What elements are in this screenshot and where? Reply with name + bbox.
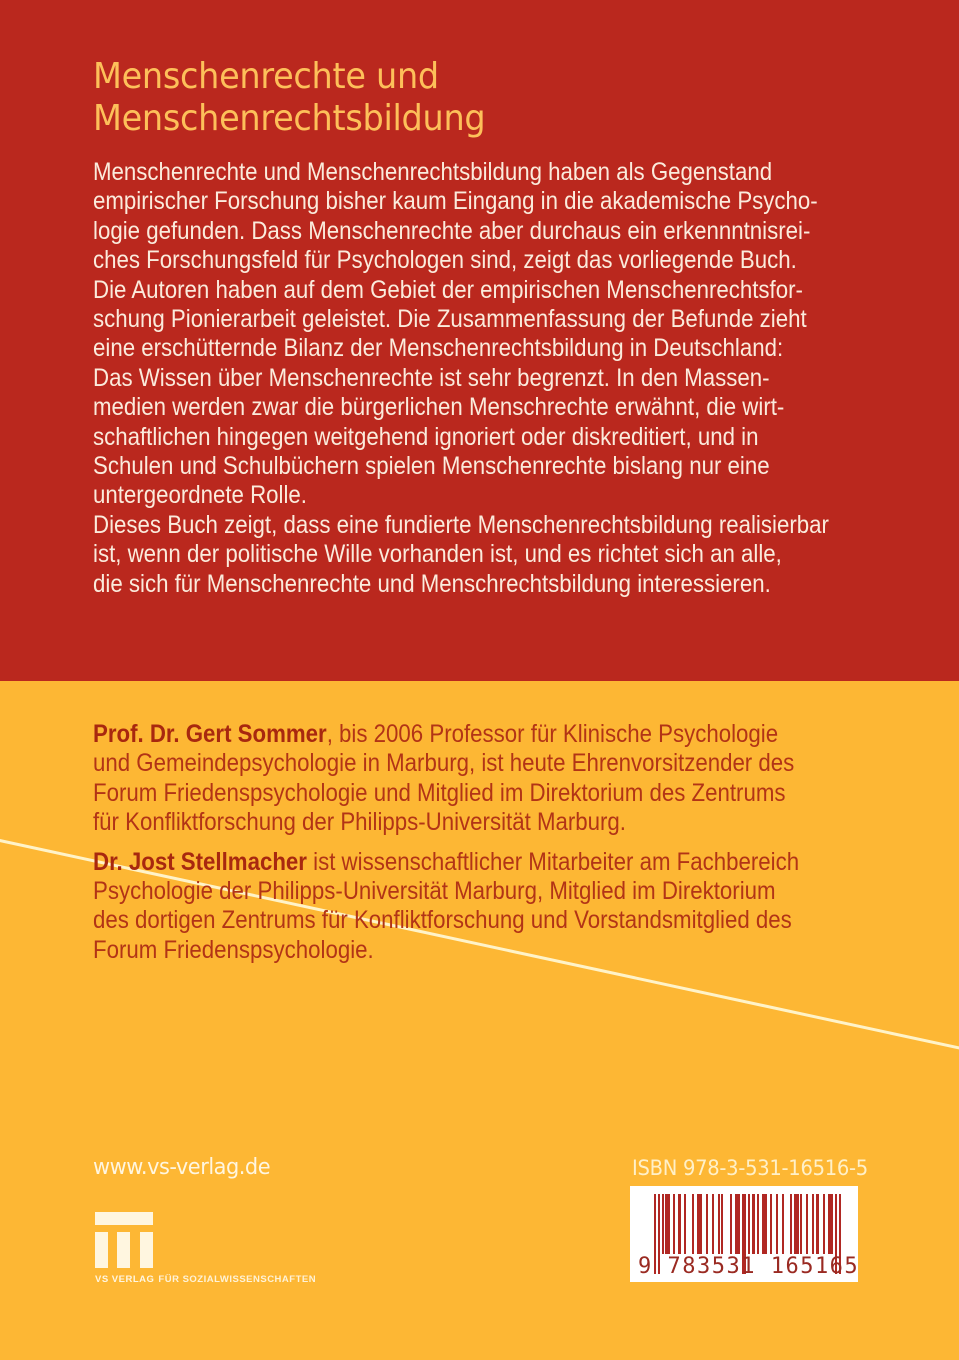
blurb-line: logie gefunden. Dass Menschenrechte aber durchaus ein erkennntnisrei- (93, 216, 811, 245)
barcode-bar (757, 1194, 759, 1254)
author-bio-line: für Konfliktforschung der Philipps-Universität Marburg. (93, 808, 626, 837)
barcode-bar (712, 1194, 714, 1254)
barcode-bar (762, 1194, 767, 1254)
logo-vertical-bar (140, 1232, 153, 1268)
isbn-barcode (630, 1186, 858, 1282)
blurb-line: schung Pionierarbeit geleistet. Die Zusammenfassung der Befunde zieht (93, 305, 807, 334)
author-bios (93, 720, 858, 975)
blurb-line: empirischer Forschung bisher kaum Eingang in die akademische Psycho- (93, 187, 818, 216)
barcode-bar (662, 1194, 664, 1254)
blurb-line: medien werden zwar die bürgerlichen Menschrechte erwähnt, die wirt- (93, 393, 785, 422)
author-bio-line: und Gemeindepsychologie in Marburg, ist heute Ehrenvorsitzender des (93, 749, 795, 778)
barcode-bar (735, 1194, 740, 1254)
title-line-1: Menschenrechte und (93, 56, 439, 97)
blurb-line: Dieses Buch zeigt, dass eine fundierte Menschenrechtsbildung realisierbar (93, 510, 829, 539)
logo-caption (95, 1274, 316, 1285)
isbn-label: ISBN 978-3-531-16516-5 (632, 1156, 868, 1180)
blurb-line: ches Forschungsfeld für Psychologen sind, zeigt das vorliegende Buch. (93, 246, 797, 275)
blurb-line: untergeordnete Rolle. (93, 481, 308, 510)
author-bio-text: ist wissenschaftlicher Mitarbeiter am Fachbereich (306, 847, 800, 876)
barcode-bar (770, 1194, 772, 1254)
barcode-bar (823, 1194, 825, 1254)
barcode-bar (692, 1194, 694, 1254)
barcode-bar (812, 1194, 814, 1254)
vs-verlag-logo-icon (95, 1212, 335, 1287)
barcode-bar (782, 1194, 784, 1254)
barcode-bar (665, 1194, 670, 1254)
barcode-bar (730, 1194, 732, 1254)
blurb-line: Die Autoren haben auf dem Gebiet der empirischen Menschenrechtsfor- (93, 275, 803, 304)
author-bio-line: des dortigen Zentrums für Konfliktforschung und Vorstandsmitglied des (93, 906, 792, 935)
barcode-bar (806, 1194, 808, 1254)
barcode-bar (697, 1194, 702, 1254)
blurb-line: Menschenrechte und Menschenrechtsbildung haben als Gegenstand (93, 158, 773, 186)
barcode-digits: 9 783531 165165 (638, 1254, 860, 1279)
author-bio-line: Psychologie der Philipps-Universität Marburg, Mitglied im Direktorium (93, 877, 776, 906)
barcode-bar (752, 1194, 755, 1254)
barcode-bar (776, 1194, 778, 1254)
publisher-url[interactable]: www.vs-verlag.de (93, 1155, 271, 1180)
author-bio-stellmacher (93, 848, 858, 966)
blurb-line: eine erschütternde Bilanz der Menschenrechtsbildung in Deutschland: (93, 334, 784, 363)
blurb-line: die sich für Menschenrechte und Menschrechtsbildung interessieren. (93, 569, 771, 598)
title-line-2: Menschenrechtsbildung (93, 98, 486, 139)
blurb-line: ist, wenn der politische Wille vorhanden ist, und es richtet sich an alle, (93, 540, 782, 569)
author-bio-text: , bis 2006 Professor für Klinische Psychologie (326, 720, 779, 748)
author-bio-first-line (93, 720, 858, 749)
logo-vertical-bar (95, 1232, 108, 1268)
barcode-bar (828, 1194, 833, 1254)
logo-caption-brand: VS VERLAG (95, 1274, 155, 1285)
book-blurb (93, 158, 858, 599)
blurb-line: schaftlichen hingegen weitgehend ignoriert oder diskreditiert, und in (93, 422, 759, 451)
blurb-line: Das Wissen über Menschenrechte ist sehr begrenzt. In den Massen- (93, 363, 770, 392)
barcode-bar (816, 1194, 819, 1254)
barcode-bar (800, 1194, 802, 1254)
author-bio-first-line (93, 848, 858, 877)
barcode-bar (790, 1194, 792, 1254)
logo-top-bar (95, 1212, 153, 1225)
logo-vertical-bar (117, 1232, 130, 1268)
author-bio-line: Forum Friedenspsychologie. (93, 935, 374, 964)
barcode-bar (794, 1194, 799, 1254)
author-name: Dr. Jost Stellmacher (93, 847, 307, 876)
author-name: Prof. Dr. Gert Sommer (93, 720, 327, 748)
barcode-bar (706, 1194, 708, 1254)
author-bio-sommer (93, 720, 858, 838)
barcode-bar (721, 1194, 723, 1254)
barcode-bar (748, 1194, 750, 1254)
book-title (93, 56, 485, 140)
barcode-bar (678, 1194, 681, 1254)
barcode-bar (718, 1194, 720, 1254)
logo-caption-rest: FÜR SOZIALWISSENSCHAFTEN (158, 1274, 317, 1285)
barcode-bar (684, 1194, 686, 1254)
barcode-bar (673, 1194, 675, 1254)
author-bio-line: Forum Friedenspsychologie und Mitglied im Direktorium des Zentrums (93, 778, 786, 807)
blurb-line: Schulen und Schulbüchern spielen Menschenrechte bislang nur eine (93, 452, 770, 481)
